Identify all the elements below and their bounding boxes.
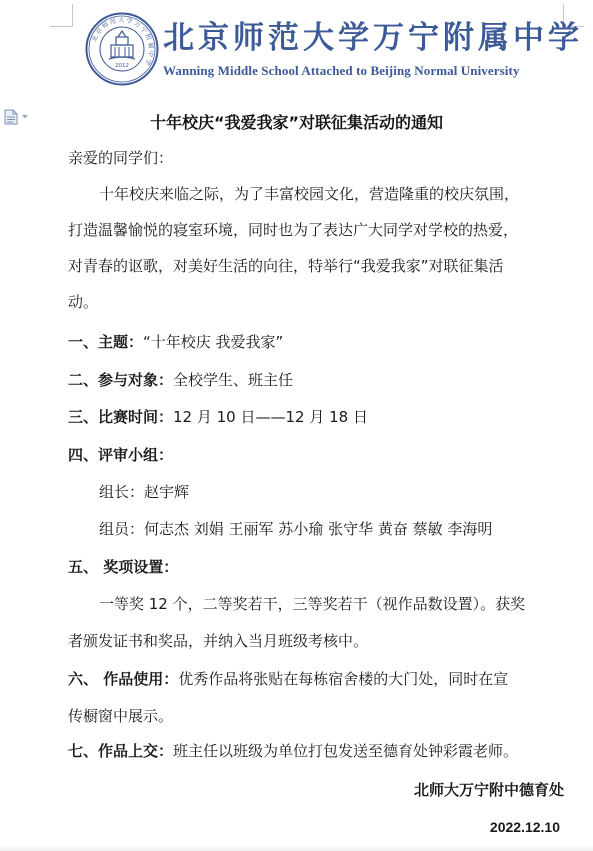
intro-line-2: 打造温馨愉悦的寝室环境，同时也为了表达广大同学对学校的热爱， xyxy=(68,221,519,239)
section-participants-label: 二、参与对象： xyxy=(68,371,174,389)
section-theme-label: 一、主题： xyxy=(68,333,144,351)
section-usage-text: 优秀作品将张贴在每栋宿舍楼的大门处，同时在宣 xyxy=(178,670,509,688)
page-bottom-edge xyxy=(0,845,593,851)
intro-line-3: 对青春的讴歌，对美好生活的向往，特举行“我爱我家”对联征集活 xyxy=(68,257,504,275)
awards-line-2: 者颁发证书和奖品，并纳入当月班级考核中。 xyxy=(68,632,369,650)
margin-corner-mark-top-left xyxy=(50,4,73,27)
logo-ring-text: 北京师范大学万宁附属中学 xyxy=(90,16,155,68)
school-name-chinese: 北京师范大学万宁附属中学 xyxy=(163,20,583,56)
school-logo xyxy=(85,12,159,86)
date: 2022.12.10 xyxy=(489,819,560,835)
school-name-english: Wanning Middle School Attached to Beijing Normal University xyxy=(163,63,520,78)
signature: 北师大万宁附中德育处 xyxy=(413,781,564,799)
section-submission-text: 班主任以班级为单位打包发送至德育处钟彩霞老师。 xyxy=(173,742,519,760)
section-time-text: 12 月 10 日——12 月 18 日 xyxy=(173,408,368,426)
jury-leader: 组长：赵宇辉 xyxy=(99,483,190,501)
usage-line-2: 传橱窗中展示。 xyxy=(68,707,174,725)
section-submission-label: 七、作品上交： xyxy=(68,742,174,760)
section-theme-text: “十年校庆 我爱我家” xyxy=(143,333,284,351)
section-awards xyxy=(68,557,178,577)
section-submission xyxy=(68,741,518,761)
notice-title: 十年校庆“我爱我家”对联征集活动的通知 xyxy=(149,113,444,132)
intro-line-1: 十年校庆来临之际，为了丰富校园文化，营造隆重的校庆氛围， xyxy=(99,185,520,203)
section-awards-label: 五、 奖项设置： xyxy=(68,558,179,576)
section-jury xyxy=(68,445,173,465)
section-participants-text: 全校学生、班主任 xyxy=(173,371,294,389)
logo-year: 2012 xyxy=(115,63,129,69)
section-usage-label: 六、 作品使用： xyxy=(68,670,179,688)
section-theme xyxy=(68,332,283,352)
jury-members: 组员：何志杰 刘娟 王丽军 苏小瑜 张守华 黄奋 蔡敏 李海明 xyxy=(99,520,493,538)
section-usage xyxy=(68,669,508,689)
section-time xyxy=(68,407,368,427)
section-jury-label: 四、评审小组： xyxy=(68,446,174,464)
salutation: 亲爱的同学们： xyxy=(68,149,174,167)
section-time-label: 三、比赛时间： xyxy=(68,408,174,426)
letterhead xyxy=(85,10,583,90)
section-participants xyxy=(68,370,293,390)
intro-line-4: 动。 xyxy=(68,293,99,311)
awards-line-1: 一等奖 12 个，二等奖若干，三等奖若干（视作品数设置）。获奖 xyxy=(99,595,526,613)
